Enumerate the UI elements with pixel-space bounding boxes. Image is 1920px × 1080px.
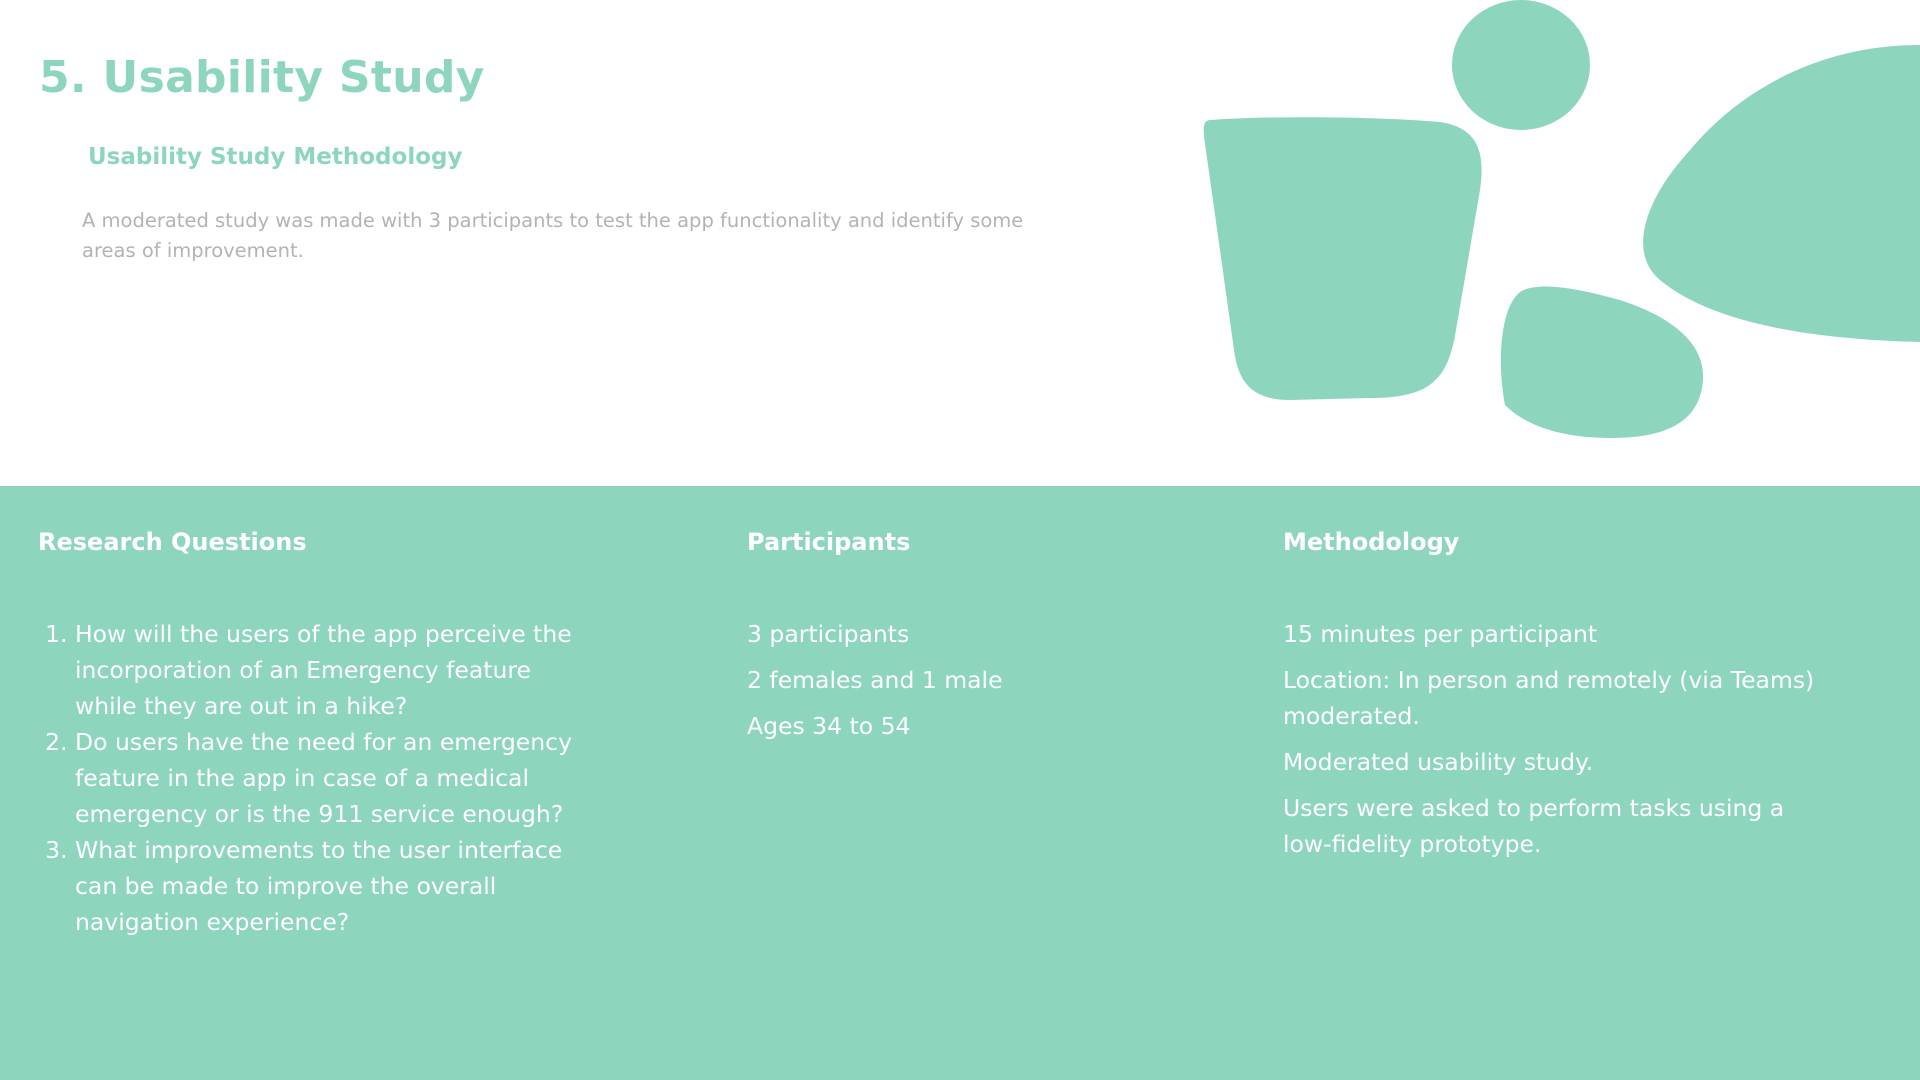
participants-list: [747, 616, 1227, 744]
blob-small: [1501, 286, 1703, 438]
decorative-blobs: [1180, 0, 1920, 486]
blob-circle: [1452, 0, 1590, 130]
list-item: 3. What improvements to the user interface can be made to improve the overall navigation experience?: [75, 832, 598, 940]
research-questions-heading: Research Questions: [38, 528, 307, 556]
list-item: Moderated usability study.: [1283, 748, 1594, 776]
list-item: Ages 34 to 54: [747, 712, 911, 740]
methodology-list: [1283, 616, 1823, 862]
research-questions-list: [38, 616, 598, 940]
methodology-heading: Methodology: [1283, 528, 1460, 556]
list-item: 3 participants: [747, 620, 910, 648]
list-item: Users were asked to perform tasks using a low-fidelity prototype.: [1283, 794, 1785, 858]
page-title: 5. Usability Study: [39, 52, 485, 103]
participants-heading: Participants: [747, 528, 911, 556]
details-section: [0, 486, 1920, 1080]
list-item: Location: In person and remotely (via Teams) moderated.: [1283, 666, 1815, 730]
list-item: 2. Do users have the need for an emergency feature in the app in case of a medical emergency or is the 911 service enough?: [75, 724, 598, 832]
header-section: [0, 0, 1920, 486]
list-item: 2 females and 1 male: [747, 666, 1003, 694]
intro-paragraph: A moderated study was made with 3 participants to test the app functionality and identify some areas of improvement.: [82, 209, 1024, 262]
blob-trapezoid: [1204, 117, 1482, 400]
list-item: 1. How will the users of the app perceive the incorporation of an Emergency feature while they are out in a hike?: [75, 616, 598, 724]
list-item: 15 minutes per participant: [1283, 620, 1598, 648]
blob-large: [1643, 45, 1920, 342]
section-subtitle: Usability Study Methodology: [88, 144, 463, 170]
